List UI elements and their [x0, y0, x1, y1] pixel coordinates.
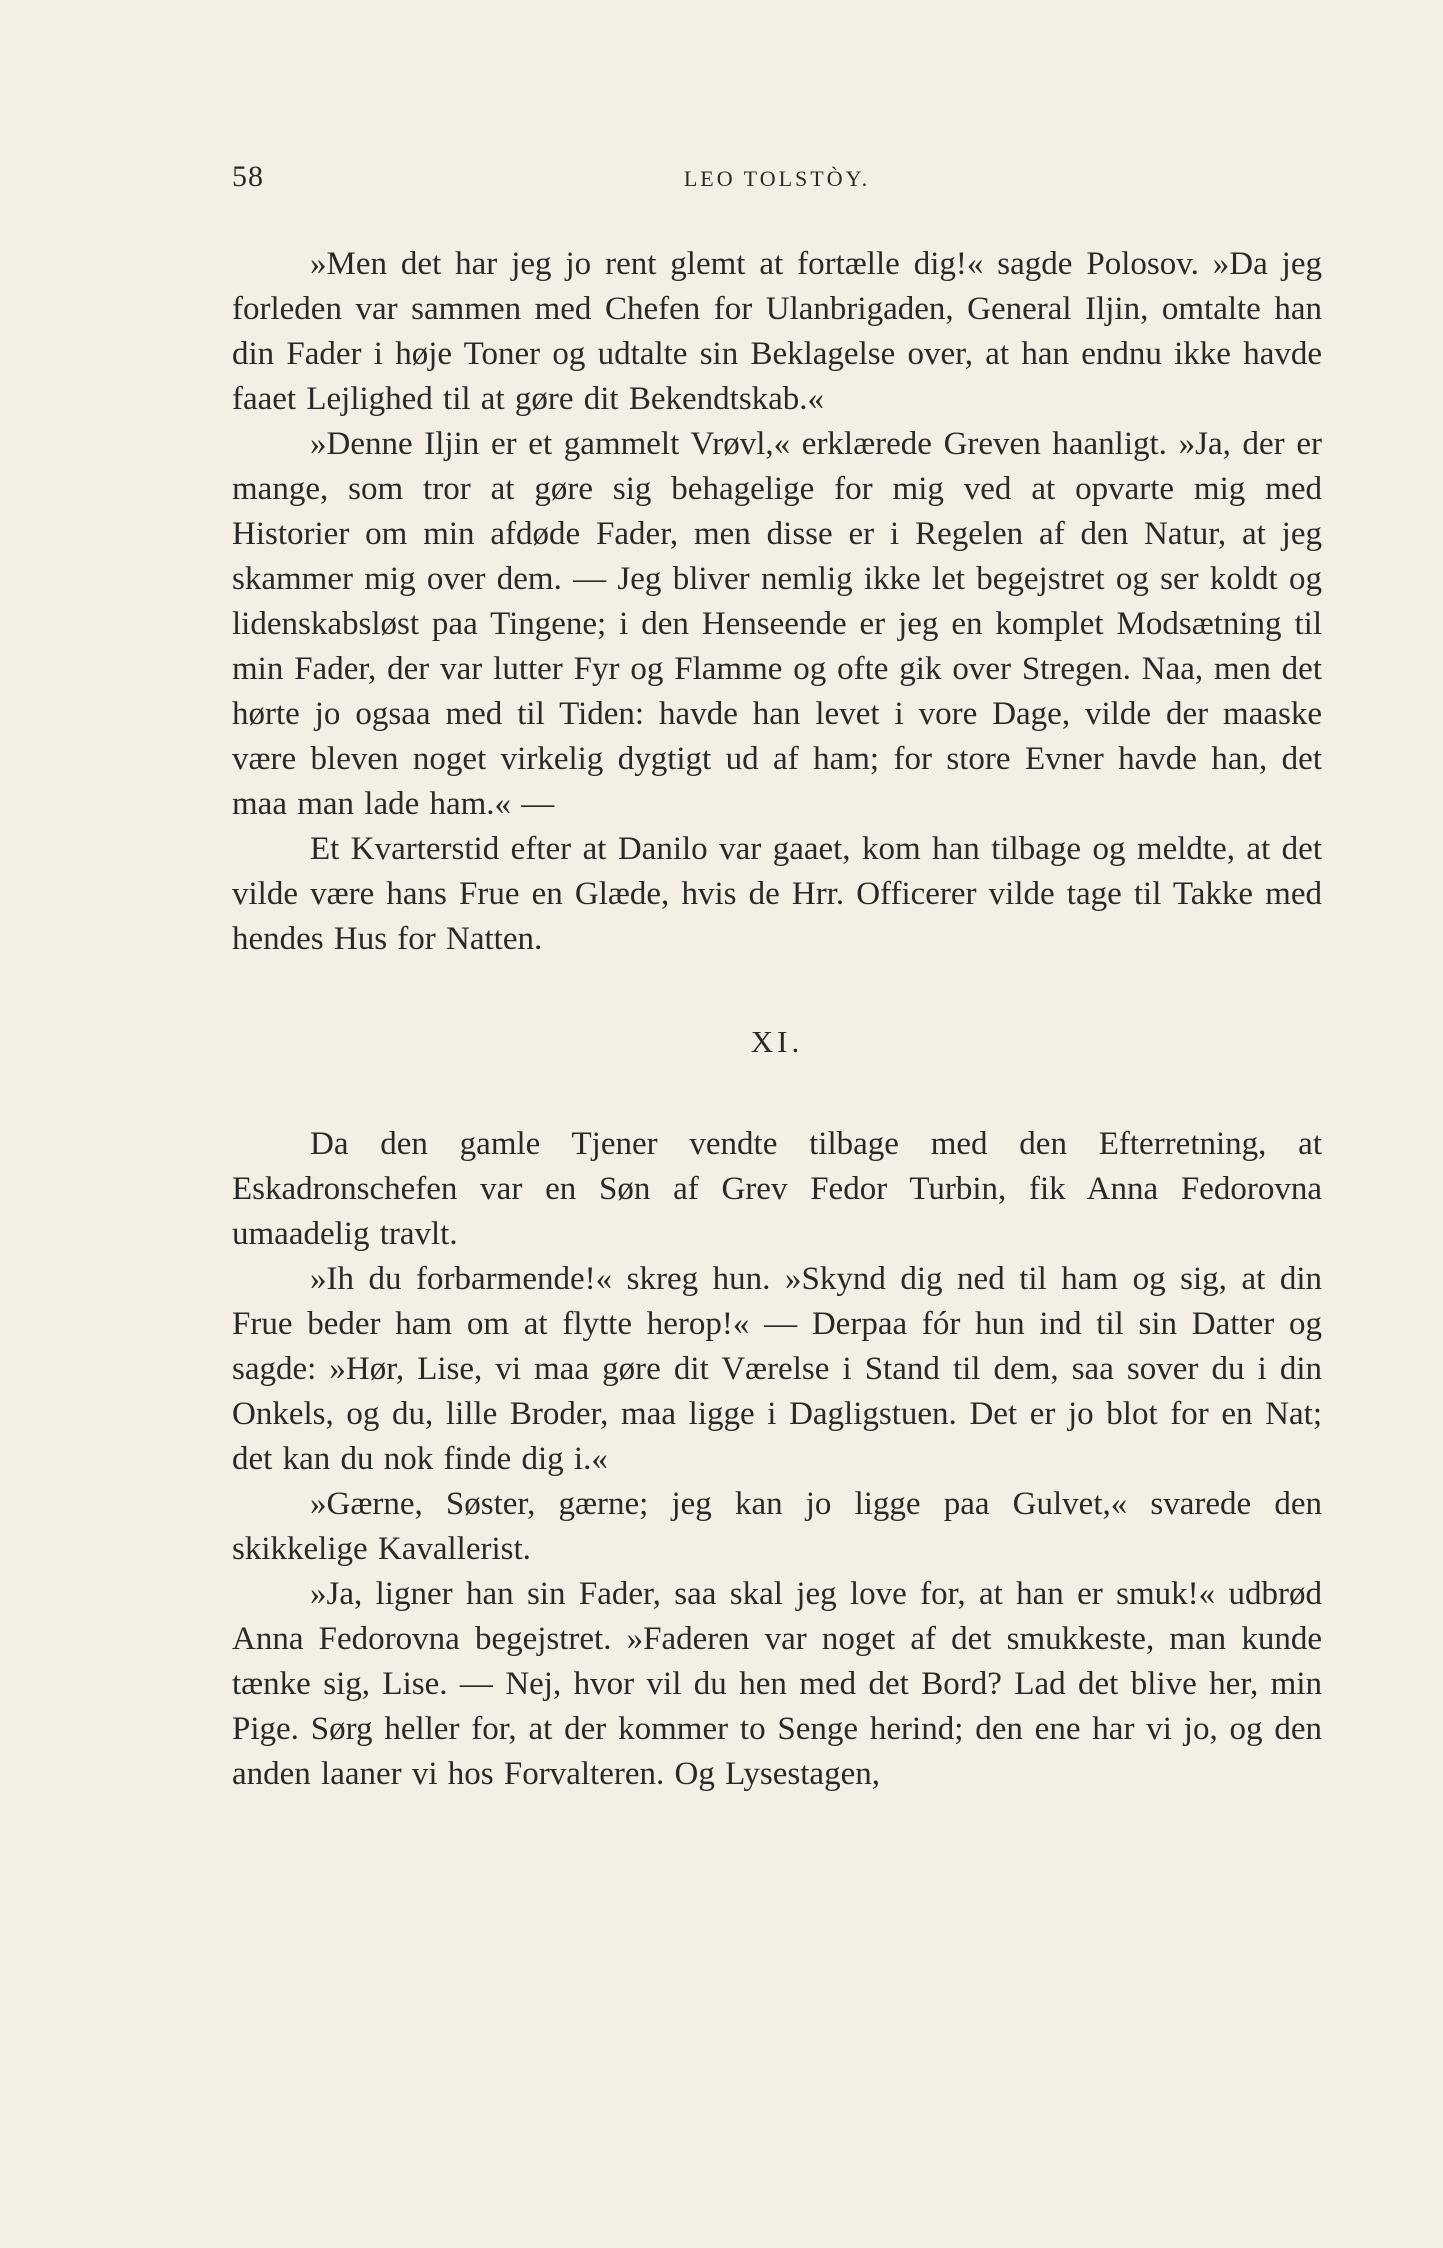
- paragraph: »Gærne, Søster, gærne; jeg kan jo ligge paa Gulvet,« svarede den skikkelige Kavallerist.: [232, 1486, 1322, 1567]
- page-number: 58: [232, 160, 264, 193]
- paragraph: Et Kvarterstid efter at Danilo var gaaet, kom han tilbage og meldte, at det vilde være hans Frue en Glæde, hvis de Hrr. Officerer vilde tage til Takke med hendes Hus for Natten.: [232, 831, 1322, 957]
- paragraph: Da den gamle Tjener vendte tilbage med den Efterretning, at Eskadronschefen var en Søn af Grev Fedor Turbin, fik Anna Fedorovna umaadelig travlt.: [232, 1126, 1322, 1252]
- running-head: LEO TOLSTÒY.: [683, 166, 871, 191]
- page-header: [232, 160, 1322, 200]
- paragraph: »Denne Iljin er et gammelt Vrøvl,« erklærede Greven haanligt. »Ja, der er mange, som tror at gøre sig behagelige for mig ved at opvarte mig med Historier om min afdøde Fader, men disse er i Regelen af den Natur, at jeg skammer mig over dem. — Jeg bliver nemlig ikke let begejstret og ser koldt og lidenskabsløst paa Tingene; i den Henseende er jeg en komplet Modsætning til min Fader, der var lutter Fyr og Flamme og ofte gik over Stregen. Naa, men det hørte jo ogsaa med til Tiden: havde han levet i vore Dage, vilde der maaske være bleven noget virkelig dygtigt ud af ham; for store Evner havde han, det maa man lade ham.« —: [232, 426, 1322, 822]
- paragraph: »Ih du forbarmende!« skreg hun. »Skynd dig ned til ham og sig, at din Frue beder ham om at flytte herop!« — Derpaa fór hun ind til sin Datter og sagde: »Hør, Lise, vi maa gøre dit Værelse i Stand til dem, saa sover du i din Onkels, og du, lille Broder, maa ligge i Dagligstuen. Det er jo blot for en Nat; det kan du nok finde dig i.«: [232, 1261, 1322, 1477]
- paragraph: »Ja, ligner han sin Fader, saa skal jeg love for, at han er smuk!« udbrød Anna Fedorovna begejstret. »Faderen var noget af det smukkeste, man kunde tænke sig, Lise. — Nej, hvor vil du hen med det Bord? Lad det blive her, min Pige. Sørg heller for, at der kommer to Senge herind; den ene har vi jo, og den anden laaner vi hos Forvalteren. Og Lysestagen,: [232, 1576, 1322, 1792]
- chapter-heading: XI.: [750, 1024, 804, 1059]
- body-text: [232, 242, 1322, 1797]
- paragraph: »Men det har jeg jo rent glemt at fortælle dig!« sagde Polosov. »Da jeg forleden var sammen med Chefen for Ulanbrigaden, General Iljin, omtalte han din Fader i høje Toner og udtalte sin Beklagelse over, at han endnu ikke havde faaet Lejlighed til at gøre dit Bekendtskab.«: [232, 246, 1322, 417]
